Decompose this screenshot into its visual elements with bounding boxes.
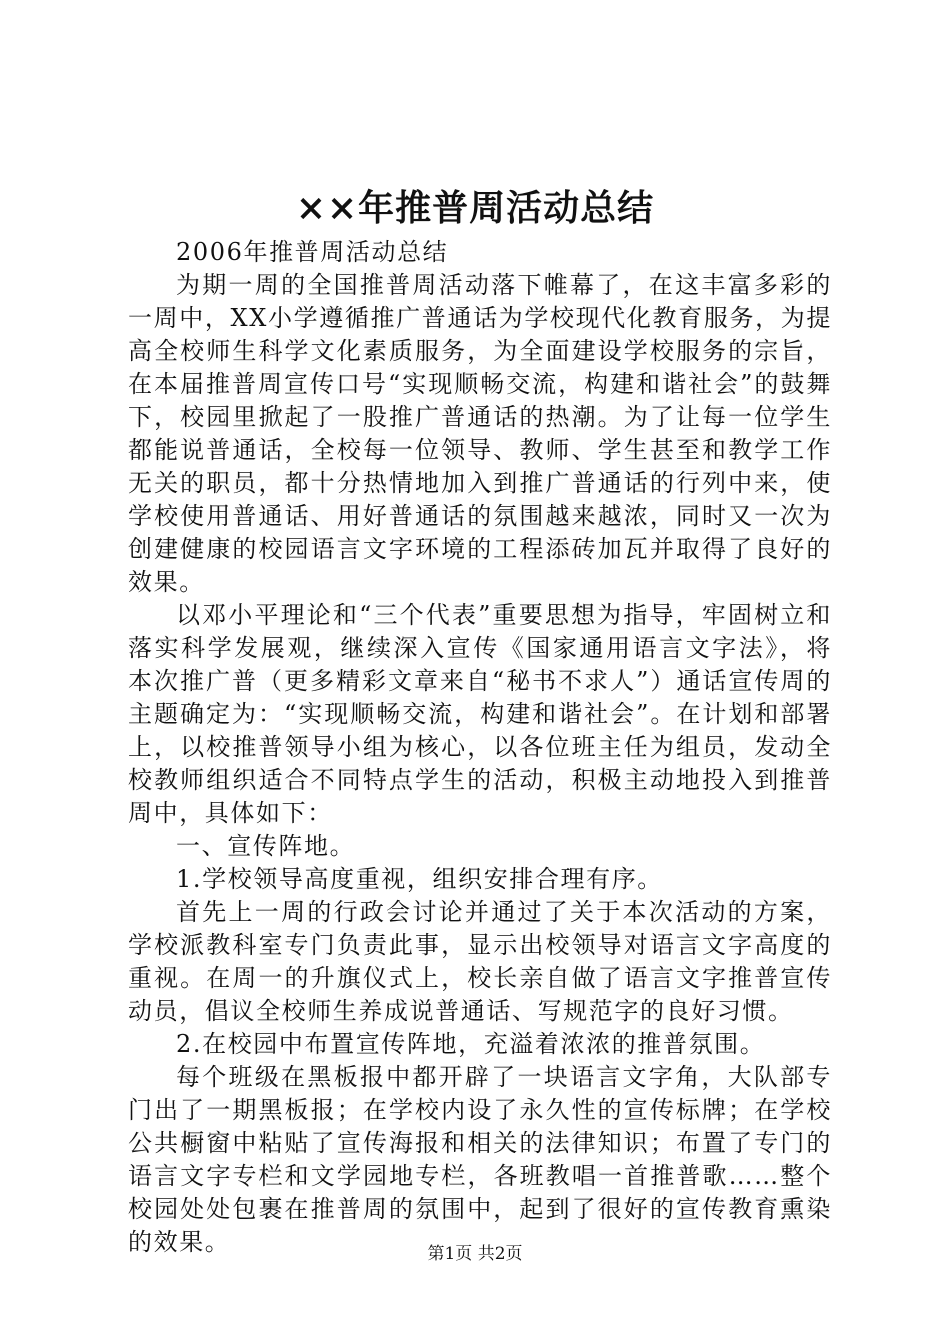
- subsection-heading: 2.在校园中布置宣传阵地，充溢着浓浓的推普氛围。: [176, 1030, 766, 1058]
- body-paragraph: 以邓小平理论和“三个代表”重要思想为指导，牢固树立和落实科学发展观，继续深入宣传《国家通用语言文字法》，将本次推广普（更多精彩文章来自“秘书不求人”）通话宣传周的主题确定为：“实现顺畅交流，构建和谐社会”。在计划和部署上，以校推普领导小组为核心，以各位班主任为组员，发动全校教师组织适合不同特点学生的活动，积极主动地投入到推普周中，具体如下：: [128, 601, 832, 827]
- body-paragraph: 首先上一周的行政会讨论并通过了关于本次活动的方案，学校派教科室专门负责此事，显示出校领导对语言文字高度的重视。在周一的升旗仪式上，校长亲自做了语言文字推普宣传动员，倡议全校师生养成说普通话、写规范字的良好习惯。: [128, 898, 832, 1025]
- body-paragraph: 为期一周的全国推普周活动落下帷幕了，在这丰富多彩的一周中，XX小学遵循推广普通话为学校现代化教育服务，为提高全校师生科学文化素质服务，为全面建设学校服务的宗旨，在本届推普周宣传口号“实现顺畅交流，构建和谐社会”的鼓舞下，校园里掀起了一股推广普通话的热潮。为了让每一位学生都能说普通话，全校每一位领导、教师、学生甚至和教学工作无关的职员，都十分热情地加入到推广普通话的行列中来，使学校使用普通话、用好普通话的氛围越来越浓，同时又一次为创建健康的校园语言文字环境的工程添砖加瓦并取得了良好的效果。: [128, 271, 832, 596]
- subtitle-paragraph: 2006年推普周活动总结: [176, 238, 449, 266]
- document-title: ××年推普周活动总结: [295, 187, 655, 229]
- subsection-heading: 1.学校领导高度重视，组织安排合理有序。: [176, 865, 663, 893]
- page-footer: 第1页 共2页: [427, 1244, 523, 1264]
- body-paragraph: 每个班级在黑板报中都开辟了一块语言文字角，大队部专门出了一期黑板报；在学校内设了永久性的宣传标牌；在学校公共橱窗中粘贴了宣传海报和相关的法律知识；布置了专门的语言文字专栏和文学园地专栏，各班教唱一首推普歌……整个校园处处包裹在推普周的氛围中，起到了很好的宣传教育熏染的效果。: [128, 1063, 832, 1256]
- document-body: [128, 236, 832, 1259]
- section-heading: 一、宣传阵地。: [176, 832, 356, 860]
